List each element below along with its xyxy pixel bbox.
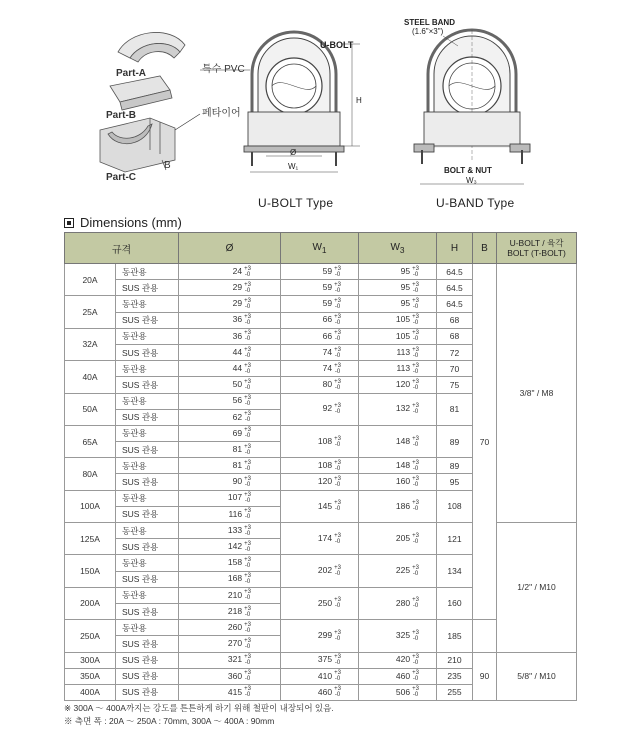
tolerance: +3 -0 <box>412 500 419 513</box>
w1-cell: 59 +3 -0 <box>281 280 359 296</box>
tolerance: +3 -0 <box>244 297 251 310</box>
w1-cell: 410 +3 -0 <box>281 668 359 684</box>
part-a-illustration <box>118 32 185 62</box>
tolerance: +3 -0 <box>412 265 419 278</box>
tolerance: +3 -0 <box>334 297 341 310</box>
w3-cell: 148 +3 -0 <box>359 458 437 474</box>
w3-cell: 280 +3 -0 <box>359 587 437 619</box>
tolerance: +3 -0 <box>244 524 251 537</box>
h-cell: 121 <box>437 523 473 555</box>
w3-cell: 105 +3 -0 <box>359 328 437 344</box>
h-cell: 210 <box>437 652 473 668</box>
phi-cell: 260 +3 -0 <box>179 620 281 636</box>
pipe-type-cell: SUS 관용 <box>116 571 179 587</box>
tolerance: +3 -0 <box>244 443 251 456</box>
pipe-type-cell: 동관용 <box>116 555 179 571</box>
w3-cell: 95 +3 -0 <box>359 296 437 312</box>
size-cell: 20A <box>65 264 116 296</box>
bolt-cell: 5/8" / M10 <box>497 652 577 701</box>
size-cell: 100A <box>65 490 116 522</box>
pipe-type-cell: SUS 관용 <box>116 377 179 393</box>
w1-cell: 59 +3 -0 <box>281 264 359 280</box>
w3-cell: 148 +3 -0 <box>359 425 437 457</box>
w1-cell: 120 +3 -0 <box>281 474 359 490</box>
size-cell: 32A <box>65 328 116 360</box>
special-pvc-label: 특수 PVC <box>202 64 245 75</box>
tolerance: +3 -0 <box>244 395 251 408</box>
tolerance: +3 -0 <box>244 637 251 650</box>
table-body <box>65 264 577 701</box>
tolerance: +3 -0 <box>334 314 341 327</box>
w1-dimension-label: W₁ <box>288 162 299 171</box>
tolerance: +3 -0 <box>334 532 341 545</box>
part-a-label: Part-A <box>116 68 147 79</box>
pipe-type-cell: SUS 관용 <box>116 636 179 652</box>
tolerance: +3 -0 <box>412 597 419 610</box>
h-cell: 89 <box>437 458 473 474</box>
w1-cell: 108 +3 -0 <box>281 425 359 457</box>
w1-cell: 250 +3 -0 <box>281 587 359 619</box>
tolerance: +3 -0 <box>412 281 419 294</box>
tolerance: +3 -0 <box>244 670 251 683</box>
phi-cell: 56 +3 -0 <box>179 393 281 409</box>
ubolt-type-caption: U-BOLT Type <box>258 196 334 210</box>
pipe-type-cell: 동관용 <box>116 361 179 377</box>
h-cell: 81 <box>437 393 473 425</box>
tolerance: +3 -0 <box>412 346 419 359</box>
tolerance: +3 -0 <box>244 573 251 586</box>
h-cell: 64.5 <box>437 280 473 296</box>
steel-band-label: STEEL BAND <box>404 18 455 27</box>
phi-cell: 62 +3 -0 <box>179 409 281 425</box>
tolerance: +3 -0 <box>334 459 341 472</box>
tolerance: +3 -0 <box>244 411 251 424</box>
pipe-type-cell: 동관용 <box>116 393 179 409</box>
table-header-row <box>65 233 577 264</box>
tolerance: +3 -0 <box>412 629 419 642</box>
size-cell: 350A <box>65 668 116 684</box>
w3-cell: 506 +3 -0 <box>359 684 437 700</box>
tolerance: +3 -0 <box>412 654 419 667</box>
h-dimension-label: H <box>356 96 362 105</box>
pipe-type-cell: 동관용 <box>116 523 179 539</box>
size-cell: 40A <box>65 361 116 393</box>
tolerance: +3 -0 <box>412 476 419 489</box>
w1-cell: 80 +3 -0 <box>281 377 359 393</box>
tolerance: +3 -0 <box>244 508 251 521</box>
w3-cell: 95 +3 -0 <box>359 280 437 296</box>
tolerance: +3 -0 <box>244 378 251 391</box>
tolerance: +3 -0 <box>244 330 251 343</box>
w1-cell: 375 +3 -0 <box>281 652 359 668</box>
tolerance: +3 -0 <box>412 670 419 683</box>
w1-cell: 74 +3 -0 <box>281 361 359 377</box>
bolt-nut-label: BOLT & NUT <box>444 166 492 175</box>
pipe-type-cell: SUS 관용 <box>116 652 179 668</box>
tolerance: +3 -0 <box>334 330 341 343</box>
phi-cell: 158 +3 -0 <box>179 555 281 571</box>
header-spec: 규격 <box>65 233 179 264</box>
pipe-type-cell: SUS 관용 <box>116 506 179 522</box>
pipe-type-cell: SUS 관용 <box>116 539 179 555</box>
tolerance: +3 -0 <box>412 435 419 448</box>
pipe-type-cell: SUS 관용 <box>116 668 179 684</box>
phi-cell: 44 +3 -0 <box>179 344 281 360</box>
phi-cell: 210 +3 -0 <box>179 587 281 603</box>
phi-cell: 107 +3 -0 <box>179 490 281 506</box>
tolerance: +3 -0 <box>334 346 341 359</box>
phi-cell: 270 +3 -0 <box>179 636 281 652</box>
tolerance: +3 -0 <box>334 265 341 278</box>
size-cell: 250A <box>65 620 116 652</box>
size-cell: 65A <box>65 425 116 457</box>
w3-cell: 160 +3 -0 <box>359 474 437 490</box>
tolerance: +3 -0 <box>244 281 251 294</box>
header-w1: $W_1$ <box>281 233 359 264</box>
tolerance: +3 -0 <box>412 378 419 391</box>
w3-cell: 186 +3 -0 <box>359 490 437 522</box>
phi-cell: 69 +3 -0 <box>179 425 281 441</box>
tolerance: +3 -0 <box>244 476 251 489</box>
drawing-svg <box>0 0 638 212</box>
felt-label: 페타이어 <box>202 108 241 119</box>
phi-cell: 44 +3 -0 <box>179 361 281 377</box>
tolerance: +3 -0 <box>244 621 251 634</box>
part-b-label: Part-B <box>106 110 137 121</box>
h-cell: 64.5 <box>437 296 473 312</box>
uband-drawing <box>414 30 530 184</box>
header-phi: Ø <box>179 233 281 264</box>
w1-cell: 108 +3 -0 <box>281 458 359 474</box>
w1-cell: 59 +3 -0 <box>281 296 359 312</box>
w3-cell: 95 +3 -0 <box>359 264 437 280</box>
pipe-type-cell: 동관용 <box>116 620 179 636</box>
uband-type-caption: U-BAND Type <box>436 196 515 210</box>
pipe-type-cell: SUS 관용 <box>116 344 179 360</box>
h-cell: 72 <box>437 344 473 360</box>
h-cell: 75 <box>437 377 473 393</box>
tolerance: +3 -0 <box>244 362 251 375</box>
phi-cell: 81 +3 -0 <box>179 442 281 458</box>
tolerance: +3 -0 <box>334 629 341 642</box>
pipe-type-cell: SUS 관용 <box>116 442 179 458</box>
pipe-type-cell: 동관용 <box>116 587 179 603</box>
bolt-cell: 3/8" / M8 <box>497 264 577 523</box>
tolerance: +3 -0 <box>244 492 251 505</box>
size-cell: 125A <box>65 523 116 555</box>
technical-drawings <box>0 0 638 212</box>
table-row <box>65 652 577 668</box>
w1-cell: 92 +3 -0 <box>281 393 359 425</box>
b-cell: 70 <box>473 264 497 620</box>
steel-band-size-label: (1.6"×3") <box>412 27 444 36</box>
tolerance: +3 -0 <box>244 686 251 699</box>
w3-cell: 225 +3 -0 <box>359 555 437 587</box>
table-row <box>65 264 577 280</box>
w3-cell: 420 +3 -0 <box>359 652 437 668</box>
tolerance: +3 -0 <box>334 281 341 294</box>
b-dimension-label: B <box>164 160 171 171</box>
phi-cell: 29 +3 -0 <box>179 296 281 312</box>
phi-cell: 29 +3 -0 <box>179 280 281 296</box>
pipe-type-cell: SUS 관용 <box>116 409 179 425</box>
phi-cell: 24 +3 -0 <box>179 264 281 280</box>
h-cell: 235 <box>437 668 473 684</box>
phi-cell: 321 +3 -0 <box>179 652 281 668</box>
phi-cell: 90 +3 -0 <box>179 474 281 490</box>
tolerance: +3 -0 <box>244 459 251 472</box>
dimensions-table <box>64 232 577 701</box>
bolt-cell: 1/2" / M10 <box>497 523 577 653</box>
tolerance: +3 -0 <box>334 670 341 683</box>
phi-cell: 133 +3 -0 <box>179 523 281 539</box>
tolerance: +3 -0 <box>244 556 251 569</box>
tolerance: +3 -0 <box>412 403 419 416</box>
pipe-type-cell: 동관용 <box>116 264 179 280</box>
ubolt-drawing <box>244 32 360 172</box>
phi-cell: 116 +3 -0 <box>179 506 281 522</box>
tolerance: +3 -0 <box>334 403 341 416</box>
phi-cell: 81 +3 -0 <box>179 458 281 474</box>
phi-cell: 415 +3 -0 <box>179 684 281 700</box>
phi-cell: 36 +3 -0 <box>179 328 281 344</box>
w3-cell: 113 +3 -0 <box>359 344 437 360</box>
w1-cell: 145 +3 -0 <box>281 490 359 522</box>
header-b: B <box>473 233 497 264</box>
phi-cell: 142 +3 -0 <box>179 539 281 555</box>
header-w3: $W_3$ <box>359 233 437 264</box>
h-cell: 255 <box>437 684 473 700</box>
header-bolt: U-BOLT / 육각 BOLT (T-BOLT) <box>497 233 577 264</box>
h-cell: 89 <box>437 425 473 457</box>
phi-cell: 168 +3 -0 <box>179 571 281 587</box>
table-row <box>65 523 577 539</box>
tolerance: +3 -0 <box>412 330 419 343</box>
phi-cell: 50 +3 -0 <box>179 377 281 393</box>
h-cell: 95 <box>437 474 473 490</box>
h-cell: 185 <box>437 620 473 652</box>
section-title-text: Dimensions (mm) <box>80 215 182 230</box>
h-cell: 160 <box>437 587 473 619</box>
tolerance: +3 -0 <box>412 297 419 310</box>
size-cell: 400A <box>65 684 116 700</box>
tolerance: +3 -0 <box>334 378 341 391</box>
note-1: ※ 300A ～ 400A까지는 강도를 튼튼하게 하기 위해 철판이 내장되어 있음. <box>64 703 334 713</box>
pipe-type-cell: 동관용 <box>116 458 179 474</box>
tolerance: +3 -0 <box>412 459 419 472</box>
h-cell: 64.5 <box>437 264 473 280</box>
w1-cell: 66 +3 -0 <box>281 312 359 328</box>
h-cell: 68 <box>437 328 473 344</box>
w3-cell: 132 +3 -0 <box>359 393 437 425</box>
tolerance: +3 -0 <box>412 314 419 327</box>
phi-cell: 36 +3 -0 <box>179 312 281 328</box>
tolerance: +3 -0 <box>412 565 419 578</box>
tolerance: +3 -0 <box>244 654 251 667</box>
tolerance: +3 -0 <box>244 427 251 440</box>
tolerance: +3 -0 <box>244 265 251 278</box>
tolerance: +3 -0 <box>244 589 251 602</box>
w3-cell: 113 +3 -0 <box>359 361 437 377</box>
w1-cell: 74 +3 -0 <box>281 344 359 360</box>
phi-dimension-label: Ø <box>290 148 297 157</box>
size-cell: 200A <box>65 587 116 619</box>
w3-cell: 205 +3 -0 <box>359 523 437 555</box>
tolerance: +3 -0 <box>334 362 341 375</box>
size-cell: 25A <box>65 296 116 328</box>
tolerance: +3 -0 <box>244 314 251 327</box>
pipe-type-cell: 동관용 <box>116 296 179 312</box>
pipe-type-cell: 동관용 <box>116 425 179 441</box>
h-cell: 134 <box>437 555 473 587</box>
tolerance: +3 -0 <box>244 346 251 359</box>
w1-cell: 299 +3 -0 <box>281 620 359 652</box>
pipe-type-cell: SUS 관용 <box>116 312 179 328</box>
w3-cell: 105 +3 -0 <box>359 312 437 328</box>
h-cell: 108 <box>437 490 473 522</box>
size-cell: 300A <box>65 652 116 668</box>
part-c-label: Part-C <box>106 172 137 183</box>
tolerance: +3 -0 <box>412 532 419 545</box>
pipe-type-cell: SUS 관용 <box>116 280 179 296</box>
pipe-type-cell: 동관용 <box>116 328 179 344</box>
tolerance: +3 -0 <box>334 500 341 513</box>
tolerance: +3 -0 <box>334 597 341 610</box>
part-b-illustration <box>110 76 172 110</box>
w1-cell: 66 +3 -0 <box>281 328 359 344</box>
w1-cell: 202 +3 -0 <box>281 555 359 587</box>
phi-cell: 360 +3 -0 <box>179 668 281 684</box>
phi-cell: 218 +3 -0 <box>179 603 281 619</box>
square-bullet-icon <box>64 218 74 228</box>
pipe-type-cell: SUS 관용 <box>116 684 179 700</box>
tolerance: +3 -0 <box>334 476 341 489</box>
tolerance: +3 -0 <box>244 605 251 618</box>
section-title <box>64 215 182 230</box>
tolerance: +3 -0 <box>412 362 419 375</box>
header-h: H <box>437 233 473 264</box>
tolerance: +3 -0 <box>334 654 341 667</box>
size-cell: 50A <box>65 393 116 425</box>
tolerance: +3 -0 <box>334 435 341 448</box>
note-2: ※ 측면 폭 : 20A ～ 250A : 70mm, 300A ～ 400A : 90mm <box>64 716 275 726</box>
tolerance: +3 -0 <box>244 540 251 553</box>
w3-dimension-label: W₃ <box>466 176 477 185</box>
tolerance: +3 -0 <box>412 686 419 699</box>
pipe-type-cell: 동관용 <box>116 490 179 506</box>
size-cell: 80A <box>65 458 116 490</box>
pipe-type-cell: SUS 관용 <box>116 474 179 490</box>
ubolt-label: U-BOLT <box>320 40 354 50</box>
w3-cell: 460 +3 -0 <box>359 668 437 684</box>
tolerance: +3 -0 <box>334 565 341 578</box>
w3-cell: 120 +3 -0 <box>359 377 437 393</box>
notes <box>64 702 334 728</box>
w3-cell: 325 +3 -0 <box>359 620 437 652</box>
b-cell: 90 <box>473 652 497 701</box>
pipe-type-cell: SUS 관용 <box>116 603 179 619</box>
w1-cell: 460 +3 -0 <box>281 684 359 700</box>
h-cell: 68 <box>437 312 473 328</box>
tolerance: +3 -0 <box>334 686 341 699</box>
w1-cell: 174 +3 -0 <box>281 523 359 555</box>
h-cell: 70 <box>437 361 473 377</box>
size-cell: 150A <box>65 555 116 587</box>
